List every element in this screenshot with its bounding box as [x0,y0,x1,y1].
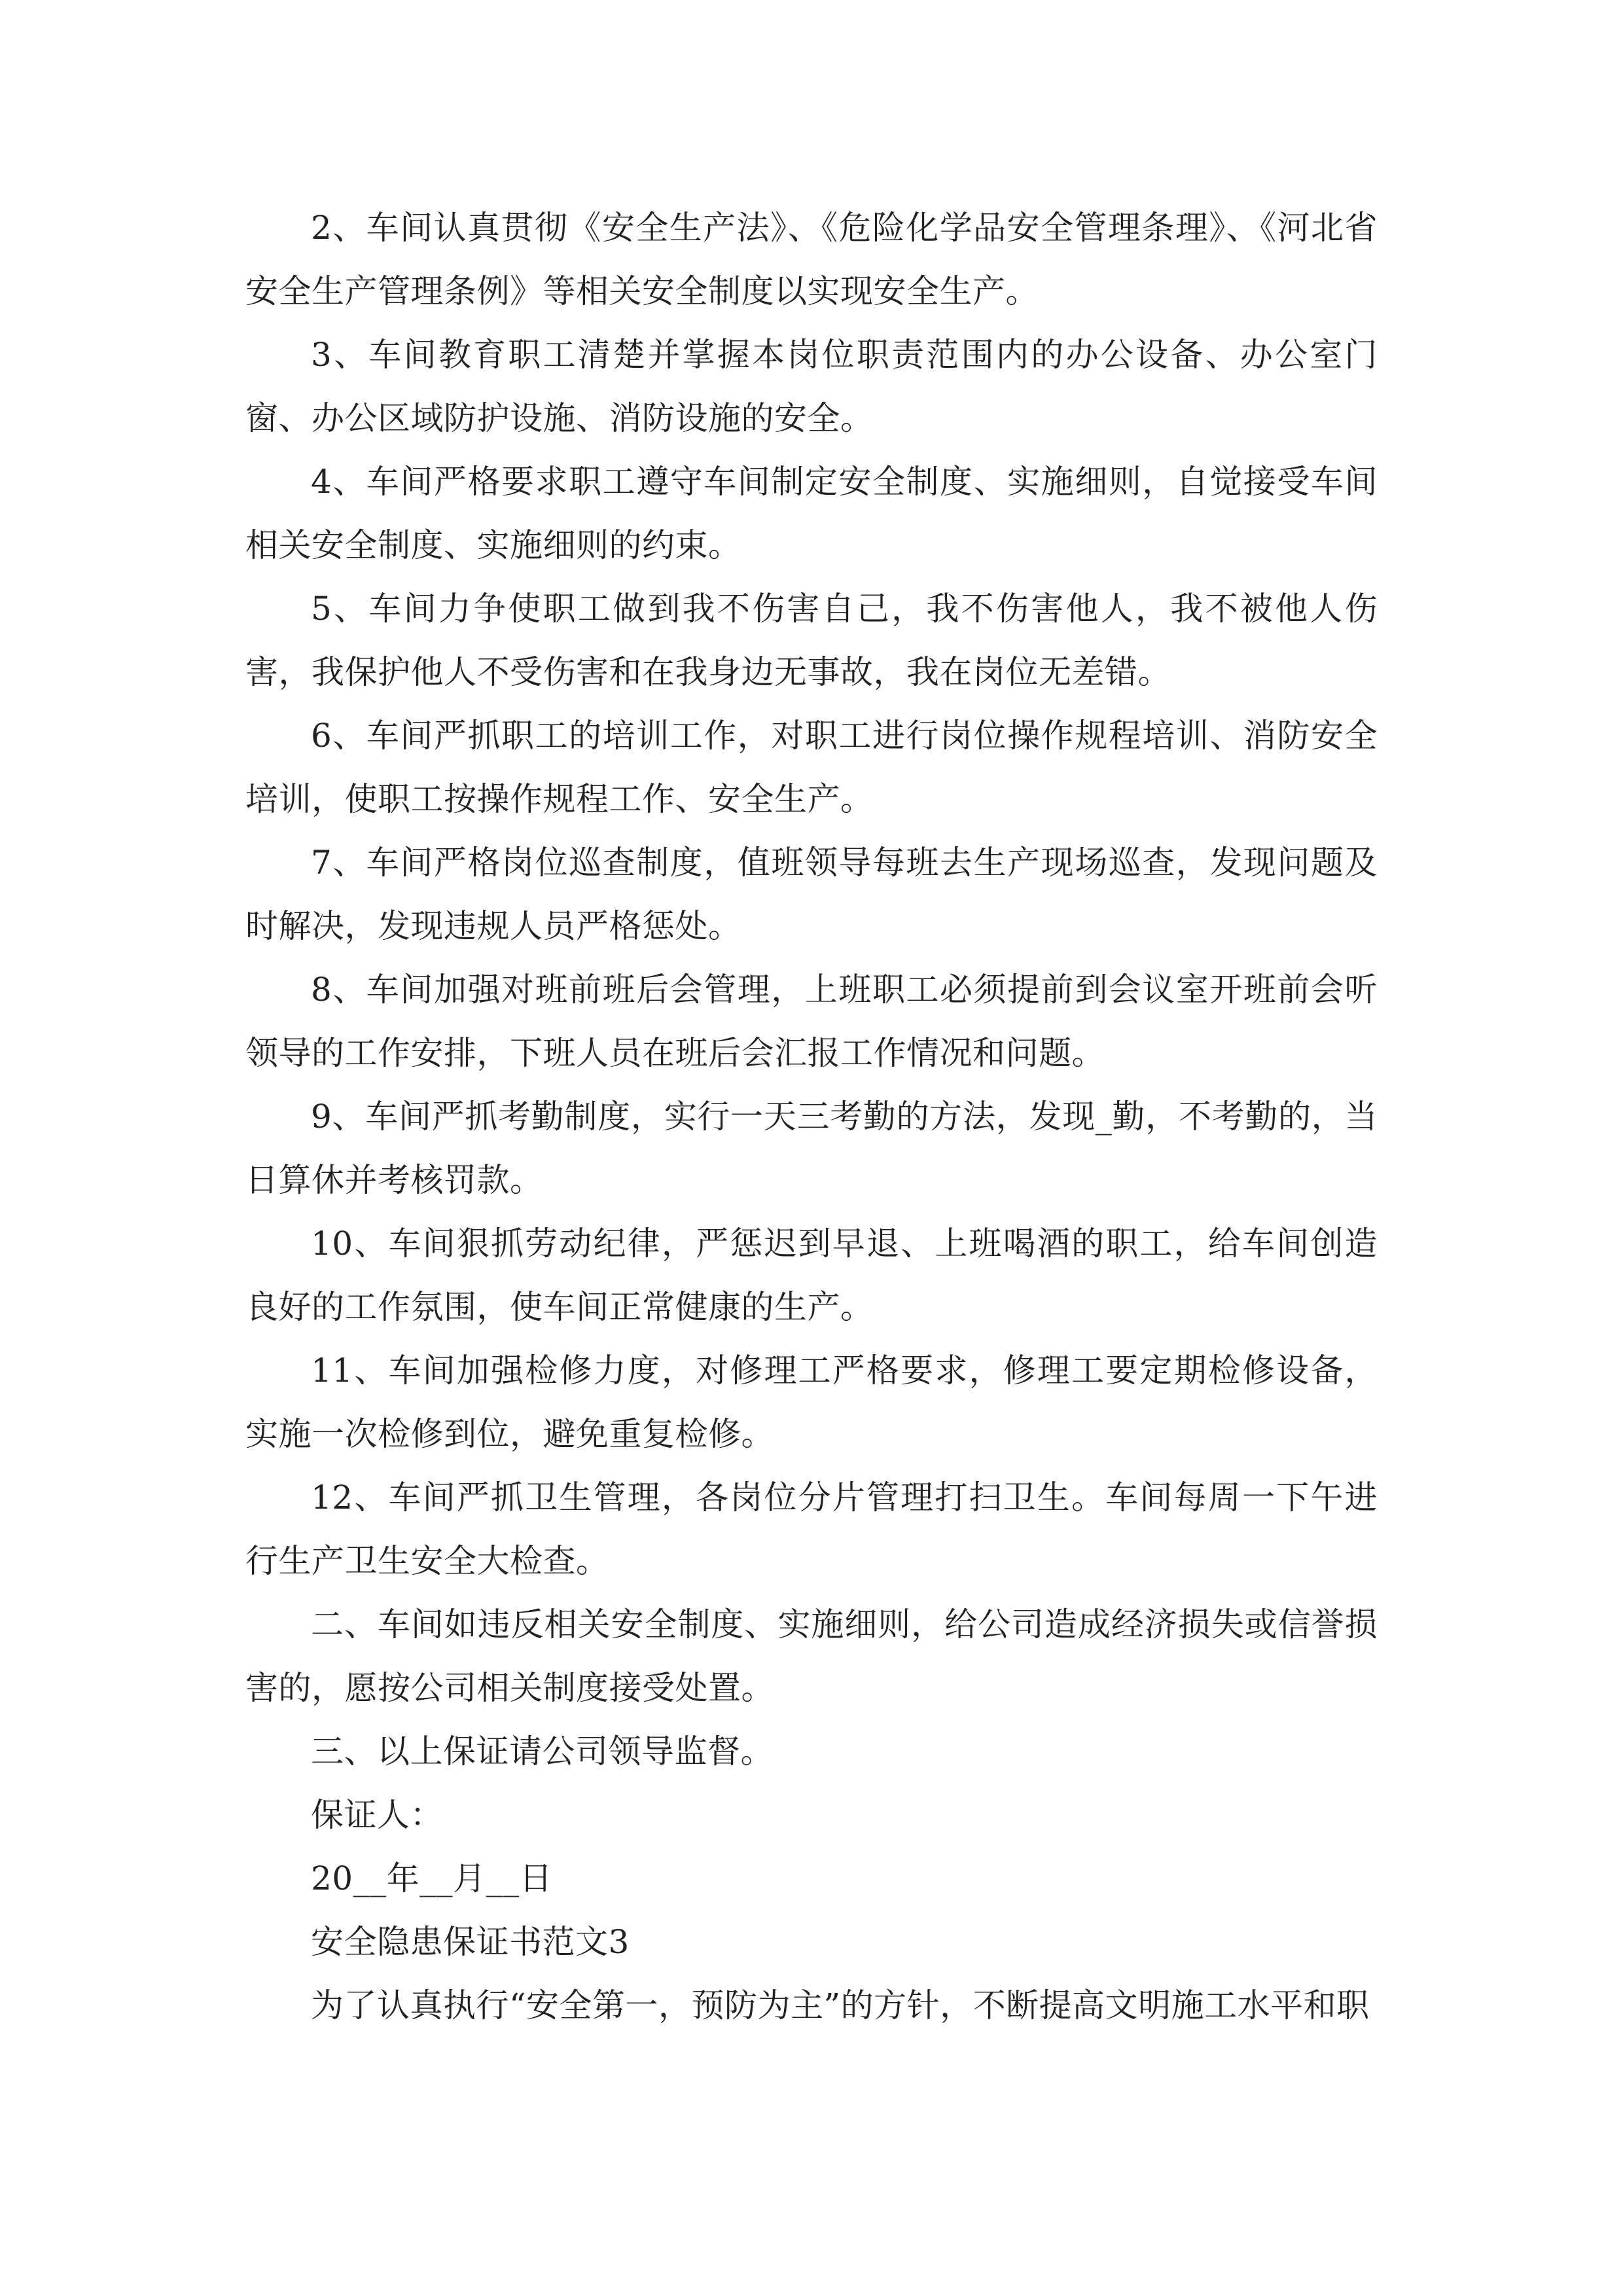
date-line: 20__年__月__日 [311,1859,553,1897]
paragraph-item-10: 10、车间狠抓劳动纪律，严惩迟到早退、上班喝酒的职工，给车间创造良好的工作氛围，使车间正常健康的生产。 [245,1225,1378,1326]
paragraph-item-12: 12、车间严抓卫生管理，各岗位分片管理打扫卫生。车间每周一下午进行生产卫生安全大检查。 [245,1479,1378,1580]
guarantor-line: 保证人： [311,1796,443,1834]
paragraph-item-11: 11、车间加强检修力度，对修理工严格要求，修理工要定期检修设备，实施一次检修到位，避免重复检修。 [245,1352,1378,1453]
paragraph-item-2: 2、车间认真贯彻《安全生产法》、《危险化学品安全管理条理》、《河北省安全生产管理条例》等相关安全制度以实现安全生产。 [245,209,1378,310]
document-body [245,196,1378,2037]
paragraph-item-5: 5、车间力争使职工做到我不伤害自己，我不伤害他人，我不被他人伤害，我保护他人不受伤害和在我身边无事故，我在岗位无差错。 [245,590,1378,691]
paragraph-section-2: 二、车间如违反相关安全制度、实施细则，给公司造成经济损失或信誉损害的，愿按公司相关制度接受处置。 [245,1605,1378,1707]
paragraph-item-4: 4、车间严格要求职工遵守车间制定安全制度、实施细则，自觉接受车间相关安全制度、实施细则的约束。 [245,463,1378,564]
paragraph-item-7: 7、车间严格岗位巡查制度，值班领导每班去生产现场巡查，发现问题及时解决，发现违规人员严格惩处。 [245,844,1378,945]
paragraph-section-3: 三、以上保证请公司领导监督。 [311,1732,774,1770]
paragraph-item-6: 6、车间严抓职工的培训工作，对职工进行岗位操作规程培训、消防安全培训，使职工按操作规程工作、安全生产。 [245,717,1378,818]
paragraph-intro: 为了认真执行“安全第一，预防为主”的方针，不断提高文明施工水平和职 [311,1986,1370,2024]
paragraph-item-3: 3、车间教育职工清楚并掌握本岗位职责范围内的办公设备、办公室门窗、办公区域防护设施、消防设施的安全。 [245,336,1378,437]
paragraph-item-8: 8、车间加强对班前班后会管理，上班职工必须提前到会议室开班前会听领导的工作安排，下班人员在班后会汇报工作情况和问题。 [245,971,1378,1072]
section-heading: 安全隐患保证书范文3 [311,1923,630,1961]
paragraph-item-9: 9、车间严抓考勤制度，实行一天三考勤的方法，发现_勤，不考勤的，当日算休并考核罚款。 [245,1098,1378,1199]
